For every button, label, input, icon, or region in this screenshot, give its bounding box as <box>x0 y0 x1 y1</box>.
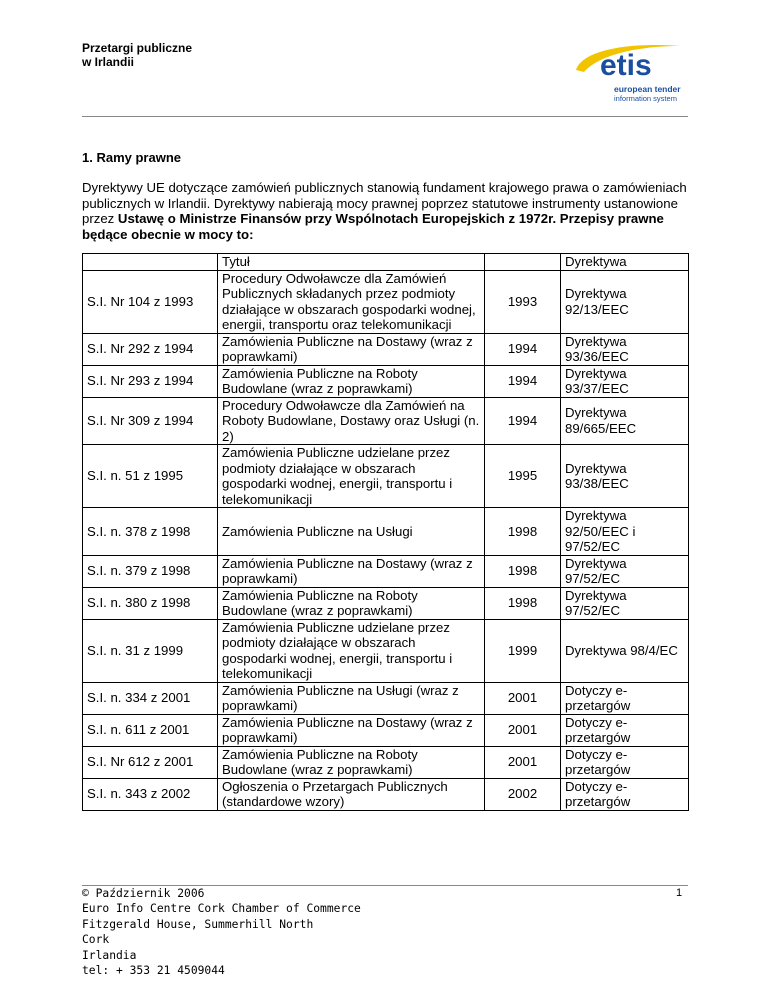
table-row <box>83 397 689 445</box>
footer-line: tel: + 353 21 4509044 <box>82 964 225 978</box>
footer-address <box>82 886 361 978</box>
footer-line: Irlandia <box>82 948 137 962</box>
title-cell: Zamówienia Publiczne na Dostawy (wraz z poprawkami) <box>218 714 485 746</box>
title-cell: Zamówienia Publiczne na Roboty Budowlane (wraz z poprawkami) <box>218 365 485 397</box>
directive-cell: Dyrektywa 89/665/EEC <box>561 397 689 445</box>
header-title-line2: w Irlandii <box>82 55 135 69</box>
table-row <box>83 365 689 397</box>
title-cell: Zamówienia Publiczne na Usługi <box>218 508 485 556</box>
si-cell: S.I. n. 51 z 1995 <box>83 445 218 508</box>
title-cell: Zamówienia Publiczne na Usługi (wraz z poprawkami) <box>218 682 485 714</box>
table-row <box>83 587 689 619</box>
directive-cell: Dyrektywa 93/38/EEC <box>561 445 689 508</box>
intro-bold-text: Ustawę o Ministrze Finansów przy Wspólnotach Europejskich z 1972r. Przepisy prawne będące obecnie w mocy to: <box>82 211 664 242</box>
header-divider <box>82 116 688 117</box>
directive-cell: Dyrektywa 93/36/EEC <box>561 333 689 365</box>
header-cell-si <box>83 254 218 271</box>
title-cell: Procedury Odwoławcze dla Zamówień Publicznych składanych przez podmioty działające w obszarach gospodarki wodnej, energii, transportu oraz telekomunikacji <box>218 270 485 333</box>
logo-tagline-2: information system <box>614 94 677 103</box>
title-cell: Zamówienia Publiczne udzielane przez podmioty działające w obszarach gospodarki wodnej, energii, transportu i telekomunikacji <box>218 619 485 682</box>
intro-text: Dyrektywy UE dotyczące zamówień publicznych stanowią fundament krajowego prawa o zamówieniach publicznych w Irlandii. Dyrektywy nabierają mocy prawnej poprzez statutowe instrumenty ustanowione przez <box>82 180 687 227</box>
year-cell: 2001 <box>485 714 561 746</box>
header-cell-year <box>485 254 561 271</box>
title-cell: Zamówienia Publiczne na Dostawy (wraz z poprawkami) <box>218 333 485 365</box>
si-cell: S.I. n. 31 z 1999 <box>83 619 218 682</box>
title-cell: Zamówienia Publiczne udzielane przez podmioty działające w obszarach gospodarki wodnej, energii, transportu i telekomunikacji <box>218 445 485 508</box>
directive-cell: Dyrektywa 97/52/EC <box>561 587 689 619</box>
header-cell-title: Tytuł <box>218 254 485 271</box>
table-row <box>83 778 689 810</box>
directive-cell: Dotyczy e-przetargów <box>561 746 689 778</box>
directive-cell: Dyrektywa 93/37/EEC <box>561 365 689 397</box>
logo-tagline-1: european tender <box>614 84 681 94</box>
year-cell: 1994 <box>485 333 561 365</box>
table-row <box>83 746 689 778</box>
si-cell: S.I. Nr 612 z 2001 <box>83 746 218 778</box>
footer-line: Euro Info Centre Cork Chamber of Commerce <box>82 902 361 916</box>
si-cell: S.I. n. 611 z 2001 <box>83 714 218 746</box>
directive-cell: Dyrektywa 97/52/EC <box>561 555 689 587</box>
year-cell: 1998 <box>485 508 561 556</box>
table-row <box>83 682 689 714</box>
directive-cell: Dyrektywa 92/50/EEC i 97/52/EC <box>561 508 689 556</box>
year-cell: 1999 <box>485 619 561 682</box>
year-cell: 1998 <box>485 587 561 619</box>
directive-cell: Dotyczy e-przetargów <box>561 714 689 746</box>
year-cell: 1998 <box>485 555 561 587</box>
document-header-title <box>82 41 192 69</box>
table-row <box>83 555 689 587</box>
footer-line: © Październik 2006 <box>82 887 205 900</box>
year-cell: 2001 <box>485 682 561 714</box>
table-row <box>83 270 689 333</box>
table-row <box>83 619 689 682</box>
directive-cell: Dotyczy e-przetargów <box>561 682 689 714</box>
si-cell: S.I. n. 379 z 1998 <box>83 555 218 587</box>
year-cell: 2002 <box>485 778 561 810</box>
title-cell: Zamówienia Publiczne na Dostawy (wraz z poprawkami) <box>218 555 485 587</box>
title-cell: Ogłoszenia o Przetargach Publicznych (standardowe wzory) <box>218 778 485 810</box>
table-header-row <box>83 254 689 271</box>
si-cell: S.I. Nr 292 z 1994 <box>83 333 218 365</box>
footer-line: Cork <box>82 933 110 947</box>
directive-cell: Dyrektywa 98/4/EC <box>561 619 689 682</box>
footer-line: Fitzgerald House, Summerhill North <box>82 917 314 931</box>
directive-cell: Dotyczy e-przetargów <box>561 778 689 810</box>
si-cell: S.I. Nr 309 z 1994 <box>83 397 218 445</box>
year-cell: 1993 <box>485 270 561 333</box>
year-cell: 1994 <box>485 365 561 397</box>
directive-cell: Dyrektywa 92/13/EEC <box>561 270 689 333</box>
logo-brand: etis <box>600 49 652 82</box>
table-row <box>83 508 689 556</box>
header-cell-directive: Dyrektywa <box>561 254 689 271</box>
section-title: 1. Ramy prawne <box>82 150 181 165</box>
page-number: 1 <box>676 887 683 899</box>
si-cell: S.I. Nr 293 z 1994 <box>83 365 218 397</box>
title-cell: Zamówienia Publiczne na Roboty Budowlane (wraz z poprawkami) <box>218 587 485 619</box>
title-cell: Procedury Odwoławcze dla Zamówień na Roboty Budowlane, Dostawy oraz Usługi (n. 2) <box>218 397 485 445</box>
year-cell: 1994 <box>485 397 561 445</box>
table-row <box>83 333 689 365</box>
si-cell: S.I. Nr 104 z 1993 <box>83 270 218 333</box>
table-row <box>83 445 689 508</box>
si-cell: S.I. n. 334 z 2001 <box>83 682 218 714</box>
header-title-line1: Przetargi publiczne <box>82 41 193 55</box>
year-cell: 2001 <box>485 746 561 778</box>
legislation-table <box>82 253 689 811</box>
year-cell: 1995 <box>485 445 561 508</box>
si-cell: S.I. n. 378 z 1998 <box>83 508 218 556</box>
title-cell: Zamówienia Publiczne na Roboty Budowlane (wraz z poprawkami) <box>218 746 485 778</box>
intro-paragraph <box>82 180 688 242</box>
si-cell: S.I. n. 343 z 2002 <box>83 778 218 810</box>
etis-logo <box>570 40 690 110</box>
table-row <box>83 714 689 746</box>
si-cell: S.I. n. 380 z 1998 <box>83 587 218 619</box>
